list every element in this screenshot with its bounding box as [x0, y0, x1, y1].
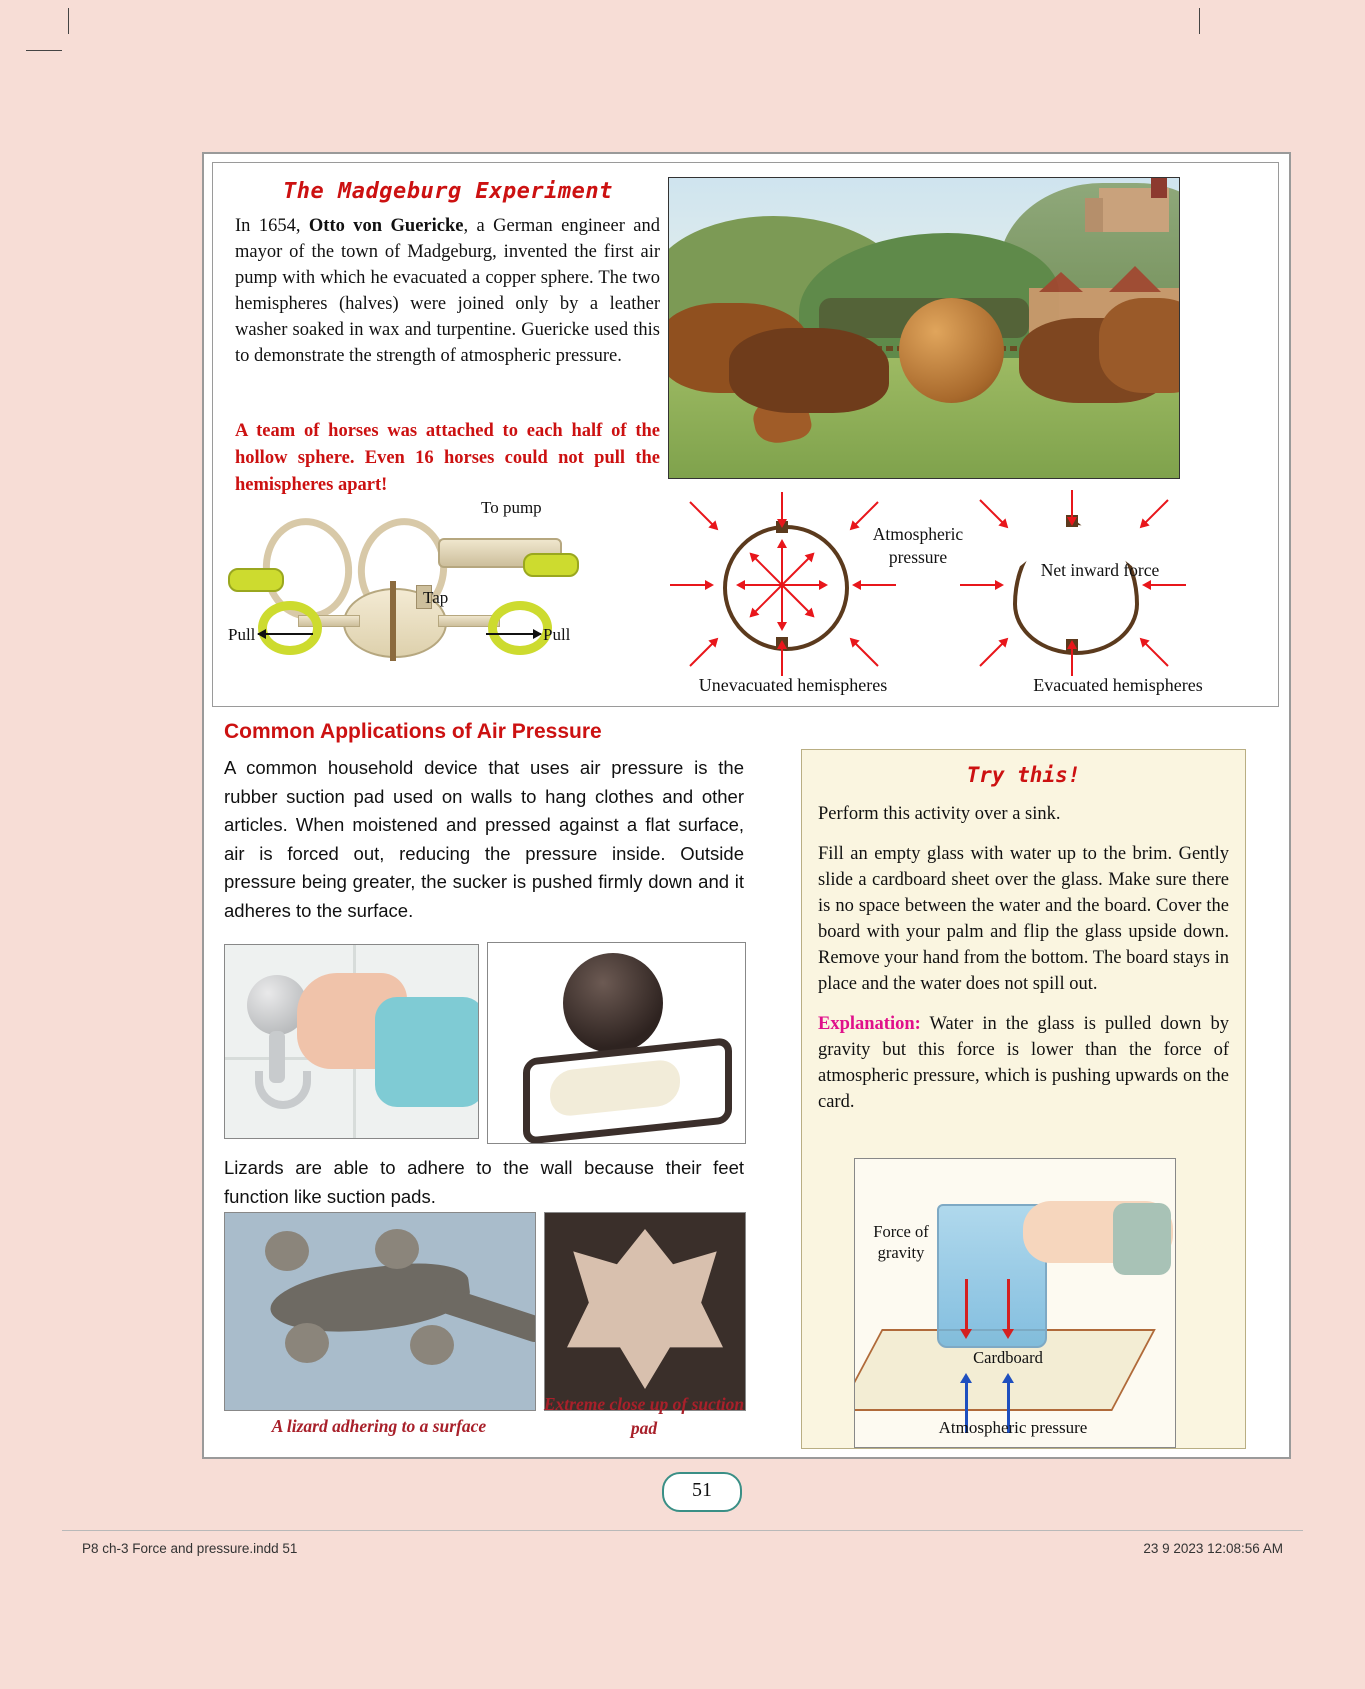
label-net-inward-force: Net inward force	[1040, 560, 1160, 580]
label-to-pump: To pump	[481, 498, 542, 517]
caption-suction-pad-photo: Extreme close up of suction pad	[543, 1394, 745, 1438]
label-figure-atmospheric-pressure: Atmospheric pressure	[938, 1418, 1088, 1437]
try-this-explanation	[818, 1011, 1229, 1115]
label-tap: Tap	[423, 588, 449, 607]
glass-cardboard-figure	[854, 1158, 1176, 1448]
explanation-label: Explanation:	[818, 1014, 921, 1034]
madgeburg-highlight: A team of horses was attached to each half of the hollow sphere. Even 16 horses could not pull the hemispheres apart!	[235, 421, 660, 495]
try-this-p2: Fill an empty glass with water up to the brim. Gently slide a cardboard sheet over the glass. Make sure there is no space between the water and the board. Cover the board with your palm and flip the glass upside down. Remove your hand from the bottom. The board stays in place and the water does not spill out.	[818, 844, 1229, 994]
pressure-diagrams	[668, 483, 1278, 703]
page-number: 51	[662, 1472, 742, 1512]
try-this-title: Try this!	[966, 763, 1081, 787]
caption-lizard-photo: A lizard adhering to a surface	[271, 1416, 487, 1436]
hemisphere-apparatus-diagram	[228, 493, 648, 693]
footer-bar	[62, 1530, 1303, 1571]
footer-timestamp: 23 9 2023 12:08:56 AM	[1143, 1541, 1283, 1556]
content-box	[202, 152, 1291, 1459]
madgeburg-panel	[212, 162, 1279, 707]
label-pull-left: Pull	[228, 625, 256, 644]
madgeburg-paragraph-post: , a German engineer and mayor of the town of Madgeburg, invented the first air pump with which he evacuated a copper sphere. The two hemispheres (halves) were joined only by a leather washer soaked in wax and turpentine. Guericke used this to demonstrate the strength of atmospheric pressure.	[235, 216, 660, 366]
caption-evacuated: Evacuated hemispheres	[1033, 675, 1203, 695]
suction-pad-closeup-photo	[544, 1212, 746, 1411]
footer-file-name: P8 ch-3 Force and pressure.indd 51	[82, 1541, 298, 1556]
madgeburg-paragraph	[235, 213, 660, 369]
evacuated-hemisphere-shape	[1013, 521, 1139, 655]
section-heading-applications: Common Applications of Air Pressure	[224, 720, 602, 743]
madgeburg-title: The Madgeburg Experiment	[283, 179, 613, 204]
applications-paragraph: A common household device that uses air pressure is the rubber suction pad used on walls to hang clothes and other articles. When moistened and pressed against a flat surface, air is forced out, reducing the pressure inside. Outside pressure being greater, the sucker is pushed firmly down and it adheres to the surface.	[224, 757, 744, 921]
madgeburg-paragraph-pre: In 1654,	[235, 216, 309, 236]
page-frame	[62, 34, 1303, 1514]
suction-hook-photo	[224, 944, 479, 1139]
caption-unevacuated: Unevacuated hemispheres	[698, 675, 888, 695]
lizard-paragraph: Lizards are able to adhere to the wall because their feet function like suction pads.	[224, 1157, 744, 1207]
lizard-photo	[224, 1212, 536, 1411]
explanation-text: Water in the glass is pulled down by gravity but this force is lower than the force of atmospheric pressure, which is pushing upwards on the card.	[818, 1014, 1229, 1112]
try-this-box	[801, 749, 1246, 1449]
label-pull-right: Pull	[543, 625, 571, 644]
label-force-of-gravity: Force of gravity	[873, 1222, 929, 1262]
madgeburg-horses-illustration	[668, 177, 1180, 479]
label-cardboard: Cardboard	[973, 1348, 1043, 1367]
label-atmospheric-pressure: Atmospheric pressure	[872, 524, 964, 567]
try-this-p1: Perform this activity over a sink.	[818, 804, 1061, 824]
madgeburg-person-name: Otto von Guericke	[308, 216, 464, 236]
suction-soap-dish-photo	[487, 942, 746, 1144]
